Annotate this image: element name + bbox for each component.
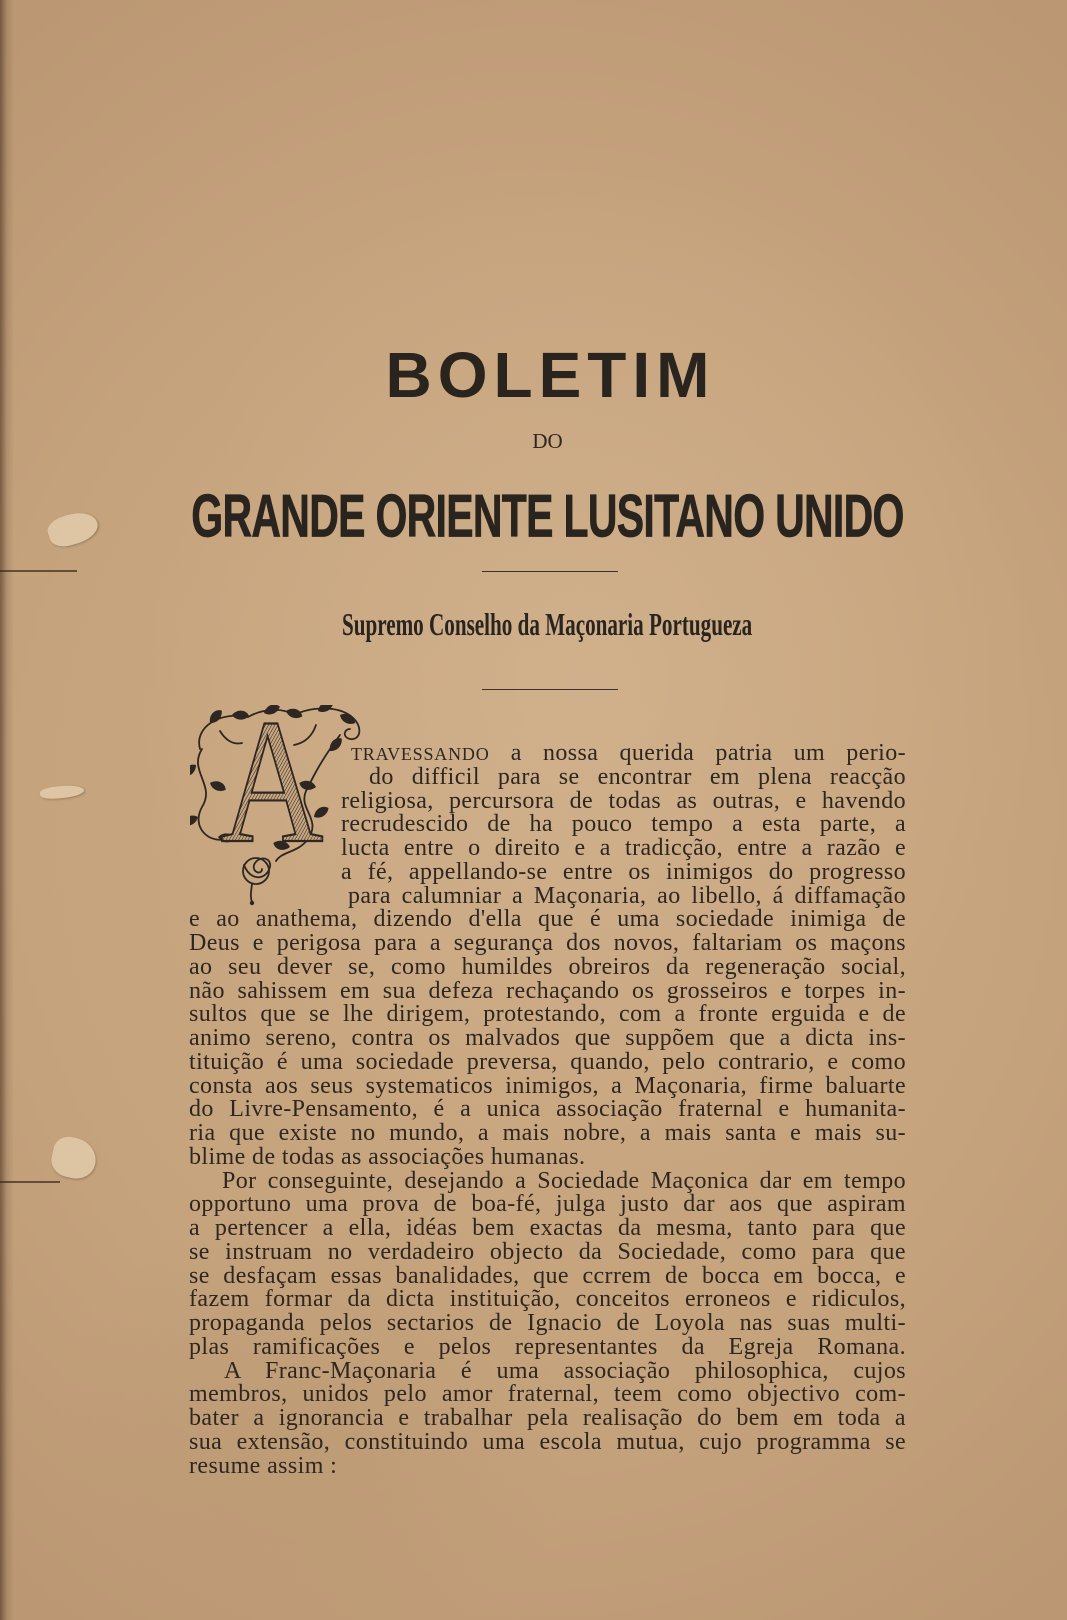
paragraph-2	[189, 1170, 906, 1360]
divider-rule	[482, 689, 618, 690]
body-text	[189, 742, 906, 1478]
binding-edge	[0, 0, 14, 1620]
text-line	[189, 742, 906, 766]
text-line: sua extensão, constituindo uma escola mutua, cujo programma se	[189, 1430, 906, 1455]
bulletin-title: BOLETIM	[385, 339, 716, 411]
binding-thread-mark	[0, 1181, 60, 1183]
text-line: religiosa, percursora de todas as outras, e havendo	[341, 789, 906, 814]
paragraph-1	[189, 742, 906, 1170]
text-line: do difficil para se encontrar em plena reacção	[369, 765, 906, 790]
text-line: fazem formar da dicta instituição, conceitos erroneos e ridiculos,	[189, 1288, 906, 1312]
text-line: membros, unidos pelo amor fraternal, teem como objectivo com-	[189, 1383, 906, 1407]
organization-name-text: GRANDE ORIENTE LUSITANO UNIDO	[191, 481, 904, 550]
text-line: ao seu dever se, como humildes obreiros da regeneração social,	[189, 955, 906, 980]
text-line: não sahissem em sua defeza rechaçando os grosseiros e torpes in-	[189, 979, 906, 1004]
paper-tab	[45, 507, 102, 551]
subtitle-text: Supremo Conselho da Maçonaria Portugueza	[342, 609, 753, 643]
divider-rule	[482, 571, 618, 572]
binding-thread-mark	[0, 570, 77, 572]
text-line: lucta entre o direito e a tradicção, entre a razão e	[341, 837, 906, 861]
text-line: plas ramificações e pelos representantes da Egreja Romana.	[189, 1335, 906, 1360]
text-line: blime de todas as associações humanas.	[189, 1145, 586, 1170]
text-line: do Livre-Pensamento, é a unica associação fraternal e humanita-	[189, 1098, 906, 1122]
text-line: a pertencer a ella, idéas bem exactas da mesma, tanto para que	[189, 1217, 906, 1241]
text-line: Deus e perigosa para a segurança dos novos, faltariam os maçons	[189, 932, 906, 956]
text-line: Por conseguinte, desejando a Sociedade Maçonica dar em tempo	[222, 1169, 906, 1194]
text-line: para calumniar a Maçonaria, ao libello, á diffamação	[348, 884, 906, 909]
drop-cap-letter: A	[220, 705, 324, 880]
lead-word: TRAVESSANDO	[351, 744, 490, 764]
text-line: bater a ignorancia e trabalhar pela realisação do bem em toda a	[189, 1407, 906, 1431]
text-line: e ao anathema, dizendo d'ella que é uma sociedade inimiga de	[189, 908, 906, 932]
text-line: sultos que se lhe dirigem, protestando, com a fronte erguida e de	[189, 1003, 906, 1027]
text-line: se desfaçam essas banalidades, que ccrrem de bocca em bocca, e	[189, 1264, 906, 1289]
text-line: opportuno uma prova de boa-fé, julga justo dar aos que aspiram	[189, 1193, 906, 1217]
text-line: consta aos seus systematicos inimigos, a Maçonaria, firme baluarte	[189, 1074, 906, 1099]
paper-tab	[39, 784, 84, 801]
text-line: recrudescido de ha pouco tempo a esta parte, a	[341, 813, 906, 837]
text-line: ria que existe no mundo, a mais nobre, a mais santa e mais su-	[189, 1122, 906, 1146]
organization-name	[189, 481, 906, 550]
paper-tab	[48, 1134, 99, 1182]
paragraph-3	[189, 1360, 906, 1479]
text-line-content: a nossa querida patria um perio-	[510, 742, 906, 766]
title-preposition: DO	[532, 429, 563, 453]
text-line: se instruam no verdadeiro objecto da Sociedade, como para que	[189, 1240, 906, 1265]
text-line: a fé, appellando-se entre os inimigos do progresso	[341, 860, 906, 885]
text-line: resume assim :	[189, 1454, 338, 1479]
subtitle	[189, 609, 906, 643]
text-line: A Franc-Maçonaria é uma associação philosophica, cujos	[224, 1359, 906, 1384]
text-line: propaganda pelos sectarios de Ignacio de Loyola nas suas multi-	[189, 1312, 906, 1336]
text-line: animo sereno, contra os malvados que suppõem que a dicta ins-	[189, 1027, 906, 1051]
text-line: tituição é uma sociedade preversa, quando, pelo contrario, e como	[189, 1050, 906, 1075]
